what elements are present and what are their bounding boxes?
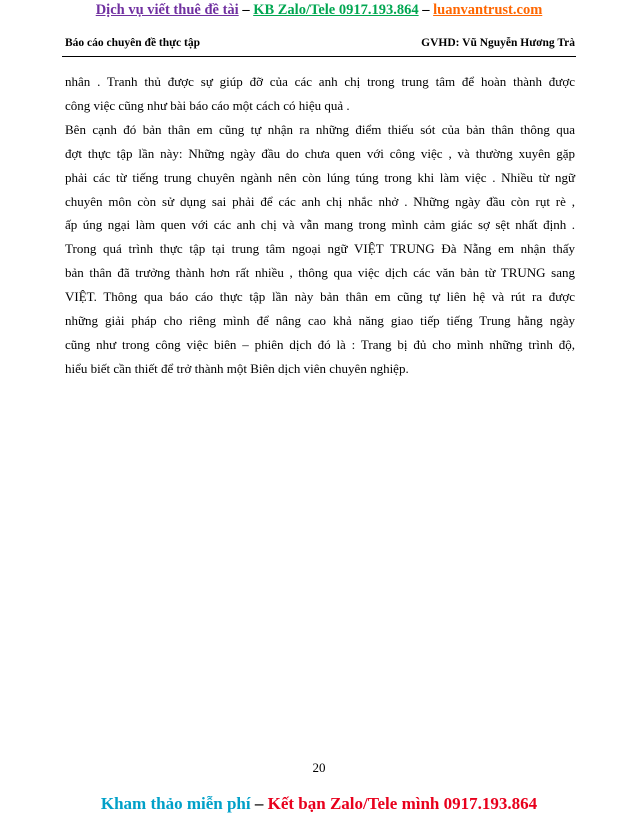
- service-link[interactable]: Dịch vụ viết thuê đề tài: [95, 2, 239, 18]
- body-paragraphs: [65, 70, 575, 381]
- body-line: cũng như trong công việc biên – phiên dịch đó là : Trang bị đủ cho mình những trình độ,: [65, 336, 575, 352]
- page-header: [65, 37, 575, 49]
- report-title: Báo cáo chuyên đề thực tập: [65, 37, 201, 49]
- supervisor-name: GVHD: Vũ Nguyễn Hương Trà: [421, 37, 575, 49]
- website-link[interactable]: luanvantrust.com: [433, 2, 543, 18]
- body-line: Bên cạnh đó bản thân em cũng tự nhận ra những điểm thiếu sót của bản thân thông qua: [65, 121, 575, 137]
- body-line: Trong quá trình thực tập tại trung tâm ngoại ngữ VIỆT TRUNG Đà Nẵng em nhận thấy: [65, 241, 575, 257]
- body-line: ấp úng ngại làm quen với các anh chị và vẫn mang trong mình cảm giác sợ sệt nhất định .: [65, 217, 575, 233]
- zalo-contact-link[interactable]: KB Zalo/Tele 0917.193.864: [253, 2, 419, 18]
- body-line: hiểu biết cần thiết để trở thành một Biên dịch viên chuyên nghiệp.: [65, 360, 409, 376]
- page-number: 20: [312, 760, 326, 775]
- banner-separator: –: [238, 2, 254, 18]
- body-line: VIỆT. Thông qua báo cáo thực tập lần này bản thân em cũng tự liên hệ và rút ra được: [65, 289, 575, 305]
- add-friend-text: Kết bạn Zalo/Tele mình 0917.193.864: [267, 794, 538, 813]
- footer-banner: [0, 794, 638, 814]
- body-line: phải các từ tiếng trung chuyên ngành nên còn lúng túng trong khi làm việc . Nhiều từ ngữ: [65, 169, 575, 185]
- body-line: những giải pháp cho riêng mình để nâng cao khả năng giao tiếp tiếng Trung hằng ngày: [65, 313, 575, 329]
- top-banner: [0, 2, 638, 19]
- body-line: bản thân đã trưởng thành hơn rất nhiều , thông qua việc dịch các văn bản từ TRUNG sang: [65, 265, 575, 281]
- body-line: đợt thực tập lần này: Những ngày đầu do chưa quen với công việc , và thường xuyên gặp: [65, 145, 575, 161]
- free-reference-text: Kham thảo miễn phí: [100, 794, 251, 813]
- footer-separator: –: [250, 794, 268, 813]
- body-line: công việc cũng như bài báo cáo một cách có hiệu quả .: [65, 97, 350, 113]
- body-line: nhân . Tranh thủ được sự giúp đỡ của các anh chị trong trung tâm để hoàn thành được: [65, 74, 575, 89]
- body-line: chuyên môn còn sử dụng sai phải để các anh chị nhắc nhở . Những ngày đầu còn rụt rè ,: [65, 193, 575, 209]
- header-divider: [62, 56, 576, 57]
- banner-separator: –: [418, 2, 434, 18]
